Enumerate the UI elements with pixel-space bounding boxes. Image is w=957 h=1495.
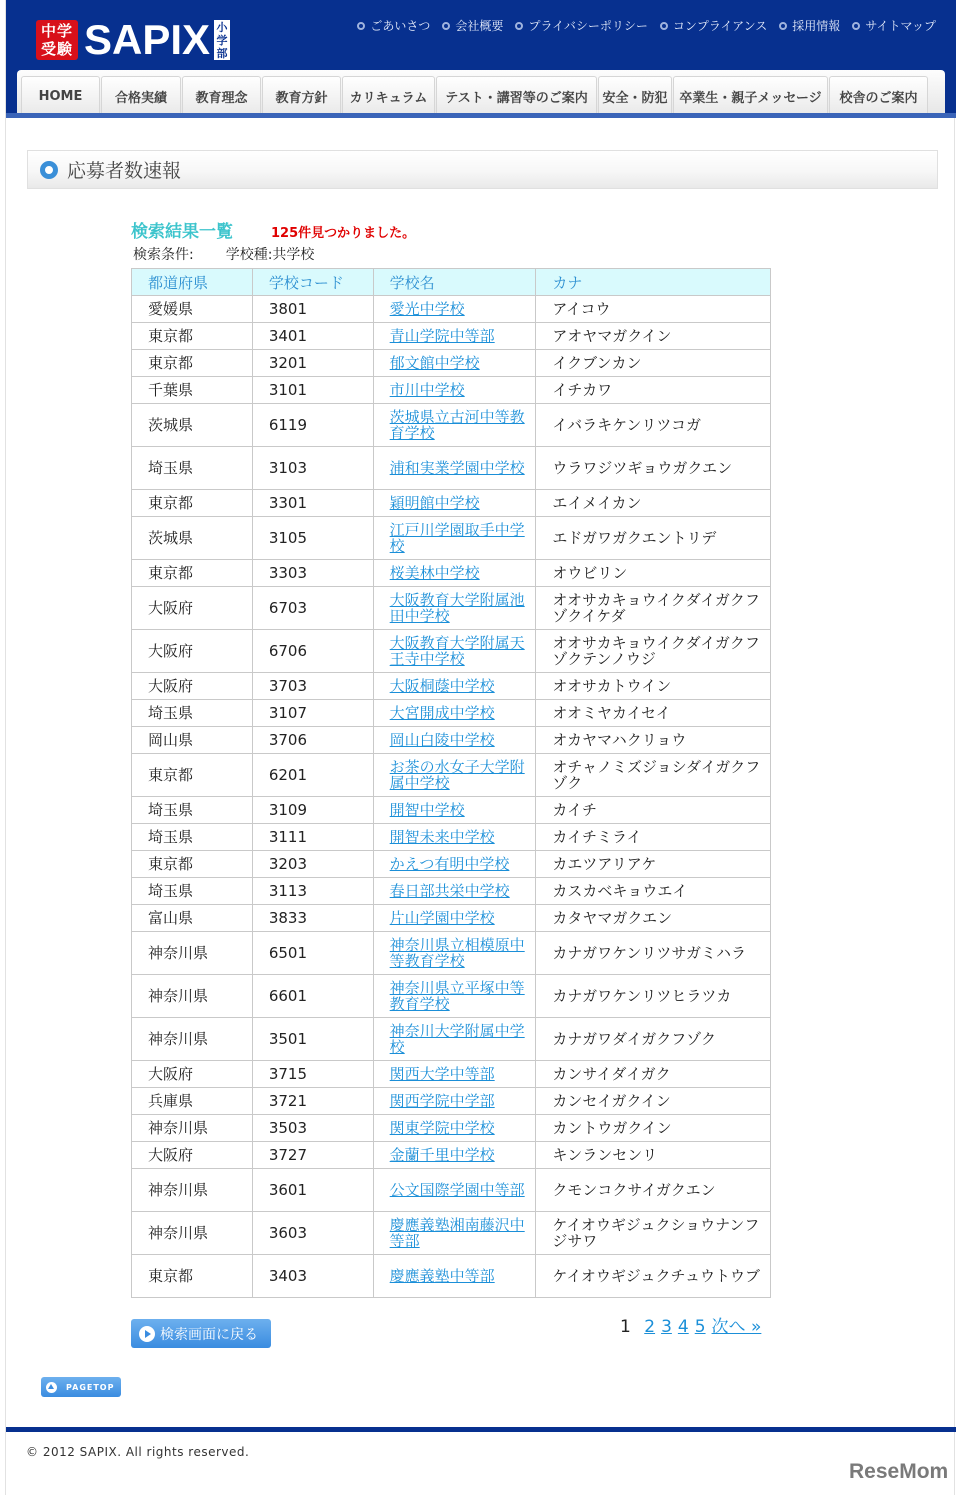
cell-prefecture: 埼玉県: [132, 878, 253, 905]
footer-bar: [6, 1427, 956, 1432]
page-title: 応募者数速報: [67, 160, 182, 182]
school-link[interactable]: 市川中学校: [389, 381, 465, 399]
main-nav: [17, 70, 945, 115]
ring-bullet-icon: [852, 22, 860, 30]
table-row: [132, 350, 771, 377]
cell-kana: カンサイダイガク: [536, 1061, 771, 1088]
cell-prefecture: 大阪府: [132, 1061, 253, 1088]
logo-badge: 中学受験: [36, 20, 78, 60]
table-row: [132, 490, 771, 517]
cell-school-code: 3706: [252, 727, 373, 754]
cell-school-name: [373, 754, 536, 797]
page-link-2[interactable]: 2: [644, 1317, 656, 1337]
cell-prefecture: 東京都: [132, 851, 253, 878]
school-link[interactable]: 岡山白陵中学校: [389, 731, 495, 749]
top-link-label: プライバシーポリシー: [528, 19, 648, 33]
school-link[interactable]: 神奈川県立平塚中等教育学校: [389, 979, 525, 1013]
school-link[interactable]: かえつ有明中学校: [389, 855, 510, 873]
table-row: [132, 1142, 771, 1169]
search-criteria: [133, 244, 314, 264]
cell-school-name: [373, 727, 536, 754]
cell-school-code: 6201: [252, 754, 373, 797]
cell-kana: オカヤマハクリョウ: [536, 727, 771, 754]
ring-bullet-icon: [660, 22, 668, 30]
ring-bullet-icon: [515, 22, 523, 30]
school-link[interactable]: 郁文館中学校: [389, 354, 480, 372]
cell-kana: ケイオウギジュクショウナンフジサワ: [536, 1212, 771, 1255]
table-row: [132, 377, 771, 404]
cell-kana: カタヤマガクエン: [536, 905, 771, 932]
cell-school-name: [373, 630, 536, 673]
cell-kana: カエツアリアケ: [536, 851, 771, 878]
cell-kana: クモンコクサイガクエン: [536, 1169, 771, 1212]
cell-kana: オオサカキョウイクダイガクフゾクテンノウジ: [536, 630, 771, 673]
cell-school-name: [373, 1061, 536, 1088]
table-row: [132, 323, 771, 350]
cell-kana: イクブンカン: [536, 350, 771, 377]
cell-school-code: 3203: [252, 851, 373, 878]
school-link[interactable]: 関東学院中学校: [389, 1119, 495, 1137]
cell-school-code: 3107: [252, 700, 373, 727]
top-link-label: サイトマップ: [865, 19, 936, 33]
site-logo[interactable]: [36, 16, 230, 63]
page-link-3[interactable]: 3: [661, 1317, 672, 1337]
top-link-label: コンプライアンス: [672, 19, 768, 33]
school-link[interactable]: 愛光中学校: [389, 300, 465, 318]
cell-school-name: [373, 296, 536, 323]
cell-prefecture: 神奈川県: [132, 975, 253, 1018]
school-link[interactable]: 大宮開成中学校: [389, 704, 495, 722]
cell-school-code: 3101: [252, 377, 373, 404]
cell-school-name: [373, 797, 536, 824]
school-link[interactable]: 金蘭千里中学校: [389, 1146, 495, 1164]
school-link[interactable]: 開智中学校: [389, 801, 465, 819]
cell-kana: オチャノミズジョシダイガクフゾク: [536, 754, 771, 797]
cell-school-name: [373, 1142, 536, 1169]
cell-kana: イバラキケンリツコガ: [536, 404, 771, 447]
school-link[interactable]: 慶應義塾湘南藤沢中等部: [389, 1216, 525, 1250]
top-link-1[interactable]: [442, 17, 503, 34]
nav-item-5[interactable]: テスト・講習等のご案内: [436, 76, 597, 115]
table-header-row: [132, 269, 771, 296]
cell-school-name: [373, 1255, 536, 1298]
cell-school-code: 3301: [252, 490, 373, 517]
cell-prefecture: 神奈川県: [132, 1018, 253, 1061]
cell-school-code: 3601: [252, 1169, 373, 1212]
results-table: [131, 268, 771, 1298]
pagetop-button[interactable]: [41, 1377, 121, 1397]
school-link[interactable]: 神奈川県立相模原中等教育学校: [389, 936, 525, 970]
table-row: [132, 727, 771, 754]
cell-prefecture: 東京都: [132, 560, 253, 587]
cell-prefecture: 愛媛県: [132, 296, 253, 323]
criteria-value: 学校種:共学校: [225, 247, 315, 263]
top-link-5[interactable]: [852, 17, 936, 34]
top-link-label: ごあいさつ: [370, 19, 431, 33]
resemom-watermark: ReseMom: [849, 1460, 949, 1483]
cell-school-name: [373, 587, 536, 630]
cell-school-code: 3703: [252, 673, 373, 700]
cell-school-code: 3503: [252, 1115, 373, 1142]
top-link-4[interactable]: [779, 17, 840, 34]
cell-school-code: 3501: [252, 1018, 373, 1061]
cell-school-code: 3113: [252, 878, 373, 905]
table-row: [132, 797, 771, 824]
header-band: [6, 113, 956, 118]
cell-kana: アイコウ: [536, 296, 771, 323]
table-row: [132, 517, 771, 560]
table-row: [132, 1018, 771, 1061]
logo-side-label: 小学部: [214, 20, 230, 60]
cell-kana: オオミヤカイセイ: [536, 700, 771, 727]
table-row: [132, 851, 771, 878]
cell-school-code: 6703: [252, 587, 373, 630]
cell-prefecture: 大阪府: [132, 1142, 253, 1169]
cell-kana: オウビリン: [536, 560, 771, 587]
cell-school-name: [373, 560, 536, 587]
table-row: [132, 404, 771, 447]
school-link[interactable]: 関西大学中等部: [389, 1065, 495, 1083]
table-row: [132, 587, 771, 630]
column-header-school-name: 学校名: [373, 269, 536, 296]
nav-item-6[interactable]: 安全・防犯: [598, 76, 672, 115]
table-row: [132, 560, 771, 587]
cell-school-name: [373, 517, 536, 560]
cell-school-name: [373, 1212, 536, 1255]
cell-kana: オオサカキョウイクダイガクフゾクイケダ: [536, 587, 771, 630]
page-link-4[interactable]: 4: [677, 1317, 689, 1337]
cell-prefecture: 埼玉県: [132, 447, 253, 490]
top-link-3[interactable]: [660, 17, 767, 34]
top-links: [357, 17, 936, 34]
cell-kana: ケイオウギジュクチュウトウブ: [536, 1255, 771, 1298]
school-link[interactable]: 青山学院中等部: [389, 327, 495, 345]
current-page: 1: [620, 1317, 631, 1337]
section-title-bar: [27, 150, 938, 189]
top-link-label: 会社概要: [455, 19, 504, 33]
criteria-label: 検索条件:: [133, 247, 194, 263]
table-row: [132, 1088, 771, 1115]
cell-school-code: 3111: [252, 824, 373, 851]
cell-school-name: [373, 673, 536, 700]
cell-prefecture: 岡山県: [132, 727, 253, 754]
school-link[interactable]: 茨城県立古河中等教育学校: [389, 408, 525, 442]
cell-school-name: [373, 878, 536, 905]
logo-brand: SAPIX: [84, 16, 211, 63]
copyright: © 2012 SAPIX. All rights reserved.: [26, 1445, 250, 1459]
school-link[interactable]: 桜美林中学校: [389, 564, 480, 582]
table-row: [132, 630, 771, 673]
school-link[interactable]: 関西学院中学部: [389, 1092, 495, 1110]
cell-school-code: 6601: [252, 975, 373, 1018]
circle-bullet-icon: [40, 161, 58, 179]
cell-prefecture: 埼玉県: [132, 797, 253, 824]
pagetop-label: PAGETOP: [66, 1382, 115, 1392]
school-link[interactable]: 開智未来中学校: [389, 828, 495, 846]
table-row: [132, 1061, 771, 1088]
school-link[interactable]: 穎明館中学校: [389, 494, 480, 512]
cell-school-code: 3303: [252, 560, 373, 587]
page: [5, 0, 955, 1495]
cell-kana: キンランセンリ: [536, 1142, 771, 1169]
cell-school-code: 3721: [252, 1088, 373, 1115]
school-link[interactable]: 浦和実業学園中学校: [389, 459, 525, 477]
cell-prefecture: 埼玉県: [132, 700, 253, 727]
back-to-search-label: 検索画面に戻る: [160, 1326, 258, 1343]
table-row: [132, 905, 771, 932]
ring-bullet-icon: [442, 22, 450, 30]
top-link-2[interactable]: [515, 17, 647, 34]
cell-prefecture: 東京都: [132, 490, 253, 517]
cell-school-name: [373, 1018, 536, 1061]
cell-school-code: 3201: [252, 350, 373, 377]
school-link[interactable]: 慶應義塾中等部: [389, 1267, 495, 1285]
cell-school-code: 3727: [252, 1142, 373, 1169]
cell-school-name: [373, 447, 536, 490]
cell-kana: カスカベキョウエイ: [536, 878, 771, 905]
cell-school-code: 6501: [252, 932, 373, 975]
cell-school-name: [373, 1169, 536, 1212]
cell-school-code: 3833: [252, 905, 373, 932]
cell-prefecture: 兵庫県: [132, 1088, 253, 1115]
nav-item-4[interactable]: カリキュラム: [342, 76, 435, 115]
cell-prefecture: 東京都: [132, 754, 253, 797]
cell-prefecture: 富山県: [132, 905, 253, 932]
cell-school-name: [373, 404, 536, 447]
page-link-5[interactable]: 5: [694, 1317, 706, 1337]
table-row: [132, 754, 771, 797]
cell-school-name: [373, 824, 536, 851]
table-row: [132, 824, 771, 851]
school-link[interactable]: 片山学園中学校: [389, 909, 495, 927]
cell-school-name: [373, 323, 536, 350]
cell-kana: カンセイガクイン: [536, 1088, 771, 1115]
cell-prefecture: 東京都: [132, 350, 253, 377]
cell-school-code: 3603: [252, 1212, 373, 1255]
cell-kana: カイチミライ: [536, 824, 771, 851]
cell-school-name: [373, 975, 536, 1018]
pagination: [620, 1317, 770, 1337]
cell-school-code: 3109: [252, 797, 373, 824]
arrow-up-icon: [46, 1382, 57, 1393]
nav-item-8[interactable]: 校舎のご案内: [829, 76, 928, 115]
school-link[interactable]: 春日部共栄中学校: [389, 882, 510, 900]
cell-school-code: 3403: [252, 1255, 373, 1298]
cell-school-name: [373, 932, 536, 975]
top-link-0[interactable]: [357, 17, 430, 34]
table-row: [132, 700, 771, 727]
cell-prefecture: 千葉県: [132, 377, 253, 404]
table-row: [132, 1212, 771, 1255]
next-page-link[interactable]: 次へ »: [711, 1317, 762, 1337]
cell-prefecture: 埼玉県: [132, 824, 253, 851]
results-count: 125件見つかりました。: [271, 226, 416, 241]
back-to-search-button[interactable]: [131, 1319, 271, 1348]
cell-school-name: [373, 350, 536, 377]
cell-kana: カイチ: [536, 797, 771, 824]
cell-kana: エイメイカン: [536, 490, 771, 517]
nav-item-3[interactable]: 教育方針: [262, 76, 341, 115]
cell-prefecture: 神奈川県: [132, 1115, 253, 1142]
cell-kana: エドガワガクエントリデ: [536, 517, 771, 560]
cell-school-name: [373, 905, 536, 932]
school-link[interactable]: 江戸川学園取手中学校: [389, 521, 525, 555]
school-link[interactable]: お茶の水女子大学附属中学校: [389, 758, 525, 792]
cell-prefecture: 東京都: [132, 1255, 253, 1298]
cell-school-name: [373, 1115, 536, 1142]
school-link[interactable]: 大阪桐蔭中学校: [389, 677, 495, 695]
cell-prefecture: 神奈川県: [132, 1169, 253, 1212]
cell-prefecture: 神奈川県: [132, 1212, 253, 1255]
school-link[interactable]: 公文国際学園中等部: [389, 1181, 525, 1199]
cell-prefecture: 大阪府: [132, 587, 253, 630]
cell-kana: カントウガクイン: [536, 1115, 771, 1142]
table-row: [132, 673, 771, 700]
cell-kana: カナガワケンリツサガミハラ: [536, 932, 771, 975]
table-row: [132, 447, 771, 490]
cell-prefecture: 茨城県: [132, 404, 253, 447]
column-header-school-code: 学校コード: [252, 269, 373, 296]
cell-kana: オオサカトウイン: [536, 673, 771, 700]
table-row: [132, 975, 771, 1018]
nav-item-0[interactable]: HOME: [21, 76, 100, 115]
cell-prefecture: 大阪府: [132, 630, 253, 673]
school-link[interactable]: 神奈川大学附属中学校: [389, 1022, 525, 1056]
school-link[interactable]: 大阪教育大学附属池田中学校: [389, 591, 525, 625]
nav-item-7[interactable]: 卒業生・親子メッセージ: [673, 76, 828, 115]
cell-prefecture: 茨城県: [132, 517, 253, 560]
table-row: [132, 1115, 771, 1142]
column-header-kana: カナ: [536, 269, 771, 296]
table-row: [132, 932, 771, 975]
column-header-prefecture: 都道府県: [132, 269, 253, 296]
results-heading: [131, 217, 415, 242]
cell-school-name: [373, 851, 536, 878]
cell-kana: カナガワケンリツヒラツカ: [536, 975, 771, 1018]
cell-school-code: 3105: [252, 517, 373, 560]
table-row: [132, 878, 771, 905]
cell-school-name: [373, 377, 536, 404]
table-row: [132, 1255, 771, 1298]
cell-prefecture: 神奈川県: [132, 932, 253, 975]
cell-school-code: 3715: [252, 1061, 373, 1088]
results-title: 検索結果一覧: [131, 222, 233, 242]
cell-school-name: [373, 700, 536, 727]
cell-prefecture: 東京都: [132, 323, 253, 350]
site-header: [6, 0, 956, 118]
table-row: [132, 296, 771, 323]
ring-bullet-icon: [779, 22, 787, 30]
nav-item-1[interactable]: 合格実績: [101, 76, 181, 115]
ring-bullet-icon: [357, 22, 365, 30]
table-row: [132, 1169, 771, 1212]
cell-kana: カナガワダイガクフゾク: [536, 1018, 771, 1061]
top-link-label: 採用情報: [792, 19, 841, 33]
cell-school-name: [373, 1088, 536, 1115]
cell-school-code: 6119: [252, 404, 373, 447]
play-icon: [139, 1326, 155, 1342]
cell-school-code: 3401: [252, 323, 373, 350]
cell-kana: ウラワジツギョウガクエン: [536, 447, 771, 490]
cell-school-code: 3801: [252, 296, 373, 323]
cell-school-code: 6706: [252, 630, 373, 673]
cell-kana: アオヤマガクイン: [536, 323, 771, 350]
cell-kana: イチカワ: [536, 377, 771, 404]
cell-prefecture: 大阪府: [132, 673, 253, 700]
school-link[interactable]: 大阪教育大学附属天王寺中学校: [389, 634, 525, 668]
cell-school-code: 3103: [252, 447, 373, 490]
nav-item-2[interactable]: 教育理念: [182, 76, 261, 115]
cell-school-name: [373, 490, 536, 517]
